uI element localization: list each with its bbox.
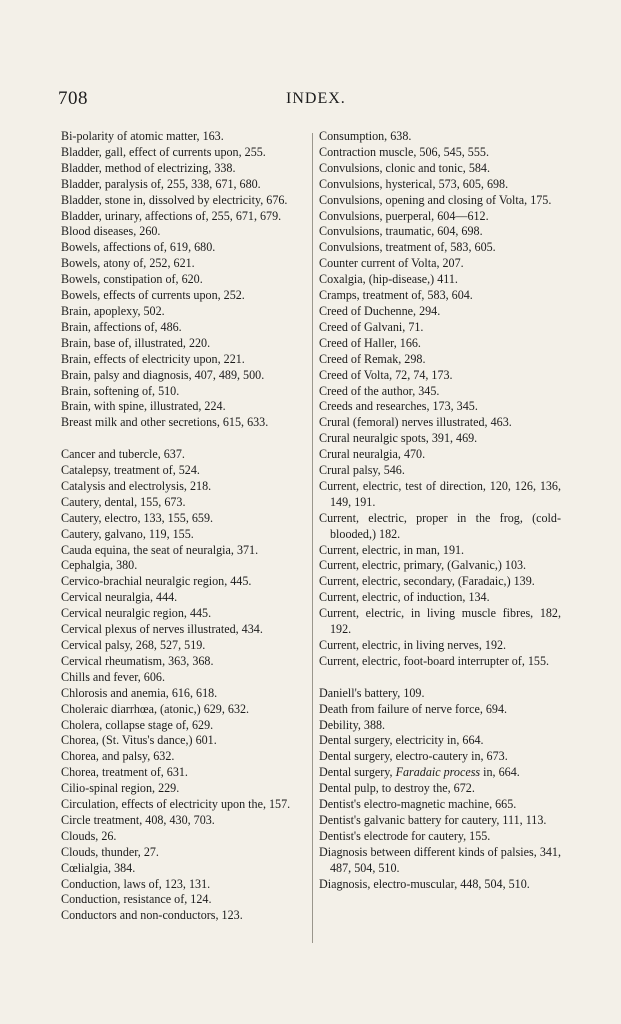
- index-entry: Creed of Volta, 72, 74, 173.: [319, 367, 453, 382]
- index-entry: Creeds and researches, 173, 345.: [319, 399, 478, 414]
- index-entry: Current, electric, test of direction, 120, 126, 136, 149, 191.: [319, 478, 561, 509]
- index-entry: Conduction, resistance of, 124.: [61, 892, 212, 907]
- index-entry: Cancer and tubercle, 637.: [61, 447, 185, 462]
- index-entry: Bi-polarity of atomic matter, 163.: [61, 129, 224, 143]
- index-entry: Bowels, constipation of, 620.: [61, 272, 203, 287]
- index-entry: Crural neuralgic spots, 391, 469.: [319, 431, 478, 446]
- index-entry: Dental pulp, to destroy the, 672.: [319, 781, 475, 796]
- index-entry: Creed of Haller, 166.: [319, 335, 421, 350]
- index-entry: Catalysis and electrolysis, 218.: [61, 478, 212, 493]
- index-entry: Current, electric, in man, 191.: [319, 542, 465, 557]
- index-entry: Current, electric, primary, (Galvanic,) 103.: [319, 558, 527, 573]
- index-entry: Chorea, (St. Vitus's dance,) 601.: [61, 733, 217, 748]
- index-entry: Conduction, laws of, 123, 131.: [61, 876, 211, 891]
- index-entry: Bowels, effects of currents upon, 252.: [61, 288, 245, 303]
- index-entry: Cervico-brachial neuralgic region, 445.: [61, 574, 252, 589]
- index-entry: Current, electric, secondary, (Faradaic,) 139.: [319, 574, 535, 589]
- page-number: 708: [58, 88, 88, 109]
- index-entry: Clouds, 26.: [61, 828, 117, 843]
- index-entry: Cholera, collapse stage of, 629.: [61, 717, 214, 732]
- index-entry: Bladder, paralysis of, 255, 338, 671, 680.: [61, 176, 261, 191]
- column-divider: [312, 133, 313, 943]
- index-entry: Conductors and non-conductors, 123.: [61, 908, 243, 923]
- index-entry: Cautery, galvano, 119, 155.: [61, 526, 194, 541]
- index-entry: Debility, 388.: [319, 717, 386, 732]
- index-entry: Convulsions, opening and closing of Volta, 175.: [319, 192, 552, 207]
- index-entry: Current, electric, of induction, 134.: [319, 590, 490, 605]
- index-column-right: [319, 129, 561, 892]
- index-entry: Chlorosis and anemia, 616, 618.: [61, 685, 218, 700]
- index-entry: Convulsions, hysterical, 573, 605, 698.: [319, 176, 509, 191]
- index-entry: Current, electric, proper in the frog, (cold-blooded,) 182.: [319, 510, 561, 541]
- index-entry: Bladder, urinary, affections of, 255, 671, 679.: [61, 208, 282, 223]
- index-entry: Circle treatment, 408, 430, 703.: [61, 812, 215, 827]
- index-entry: [319, 765, 561, 781]
- index-entry: Creed of Galvani, 71.: [319, 319, 424, 334]
- index-entry: Creed of Duchenne, 294.: [319, 303, 441, 318]
- index-entry: Chorea, treatment of, 631.: [61, 765, 188, 780]
- index-entry: Crural neuralgia, 470.: [319, 447, 426, 462]
- index-entry: Contraction muscle, 506, 545, 555.: [319, 144, 489, 159]
- index-entry: Dentist's electro-magnetic machine, 665.: [319, 797, 517, 812]
- index-entry: Chills and fever, 606.: [61, 669, 165, 684]
- index-entry: Choleraic diarrhœa, (atonic,) 629, 632.: [61, 701, 250, 716]
- index-entry: Clouds, thunder, 27.: [61, 844, 159, 859]
- index-entry: Coxalgia, (hip-disease,) 411.: [319, 272, 458, 287]
- index-entry: Convulsions, treatment of, 583, 605.: [319, 240, 496, 255]
- index-entry: Creed of the author, 345.: [319, 383, 440, 398]
- index-entry: Brain, with spine, illustrated, 224.: [61, 399, 226, 414]
- index-entry: Cervical neuralgic region, 445.: [61, 606, 212, 621]
- index-entry: Dental surgery, electro-cautery in, 673.: [319, 749, 508, 764]
- page-header: [0, 88, 621, 112]
- index-entry: Catalepsy, treatment of, 524.: [61, 463, 200, 478]
- index-entry: Cauda equina, the seat of neuralgia, 371.: [61, 542, 259, 557]
- index-entry: Convulsions, clonic and tonic, 584.: [319, 160, 490, 175]
- index-entry: Cervical plexus of nerves illustrated, 434.: [61, 622, 263, 637]
- index-entry: Bowels, atony of, 252, 621.: [61, 256, 195, 271]
- index-entry: Cervical neuralgia, 444.: [61, 590, 178, 605]
- index-entry: Blood diseases, 260.: [61, 224, 161, 239]
- index-entry: Brain, affections of, 486.: [61, 319, 182, 334]
- index-entry: Dental surgery, electricity in, 664.: [319, 733, 484, 748]
- index-entry: Current, electric, foot-board interrupter of, 155.: [319, 653, 550, 668]
- index-entry: Brain, softening of, 510.: [61, 383, 180, 398]
- index-entry: Dentist's electrode for cautery, 155.: [319, 828, 491, 843]
- index-entry: Death from failure of nerve force, 694.: [319, 701, 508, 716]
- index-entry: Current, electric, in living nerves, 192.: [319, 638, 507, 652]
- index-entry: Consumption, 638.: [319, 129, 412, 143]
- index-entry: Dentist's galvanic battery for cautery, 111, 113.: [319, 812, 547, 827]
- index-entry: Brain, apoplexy, 502.: [61, 303, 165, 318]
- index-entry: Cautery, dental, 155, 673.: [61, 494, 186, 509]
- running-head: INDEX.: [286, 90, 346, 107]
- index-entry-italic: Faradaic process: [395, 765, 481, 780]
- index-entry: Cramps, treatment of, 583, 604.: [319, 288, 473, 303]
- index-entry: Breast milk and other secretions, 615, 633.: [61, 415, 269, 430]
- index-entry: Chorea, and palsy, 632.: [61, 749, 175, 764]
- index-entry: Cœlialgia, 384.: [61, 860, 136, 875]
- index-entry: Current, electric, in living muscle fibres, 182, 192.: [319, 606, 561, 637]
- index-entry: Bladder, gall, effect of currents upon, 255.: [61, 144, 266, 159]
- index-entry-text: in, 664.: [480, 765, 520, 780]
- index-entry: Brain, base of, illustrated, 220.: [61, 335, 211, 350]
- index-entry: Creed of Remak, 298.: [319, 351, 426, 366]
- index-column-left: [61, 129, 308, 924]
- index-entry: Cautery, electro, 133, 155, 659.: [61, 510, 214, 525]
- index-entry: Cervical palsy, 268, 527, 519.: [61, 637, 206, 652]
- index-entry: Brain, effects of electricity upon, 221.: [61, 351, 245, 366]
- index-entry: Convulsions, traumatic, 604, 698.: [319, 224, 483, 239]
- index-entry-text: Dental surgery,: [319, 765, 396, 780]
- index-entry: Cilio-spinal region, 229.: [61, 781, 180, 796]
- index-entry: Circulation, effects of electricity upon the, 157.: [61, 797, 291, 812]
- index-entry: Cephalgia, 380.: [61, 558, 138, 573]
- index-entry: Bladder, method of electrizing, 338.: [61, 160, 236, 175]
- index-entry: Diagnosis, electro-muscular, 448, 504, 510.: [319, 876, 530, 891]
- index-entry: Convulsions, puerperal, 604—612.: [319, 208, 489, 223]
- index-entry: Diagnosis between different kinds of palsies, 341, 487, 504, 510.: [319, 844, 561, 875]
- index-entry: Daniell's battery, 109.: [319, 685, 425, 700]
- index-entry: Brain, palsy and diagnosis, 407, 489, 500.: [61, 367, 265, 382]
- index-entry: Bowels, affections of, 619, 680.: [61, 240, 216, 255]
- index-entry: Crural (femoral) nerves illustrated, 463.: [319, 415, 512, 430]
- index-entry: Bladder, stone in, dissolved by electricity, 676.: [61, 192, 288, 207]
- index-entry: Cervical rheumatism, 363, 368.: [61, 653, 214, 668]
- index-entry: Crural palsy, 546.: [319, 463, 405, 478]
- index-entry: Counter current of Volta, 207.: [319, 256, 464, 271]
